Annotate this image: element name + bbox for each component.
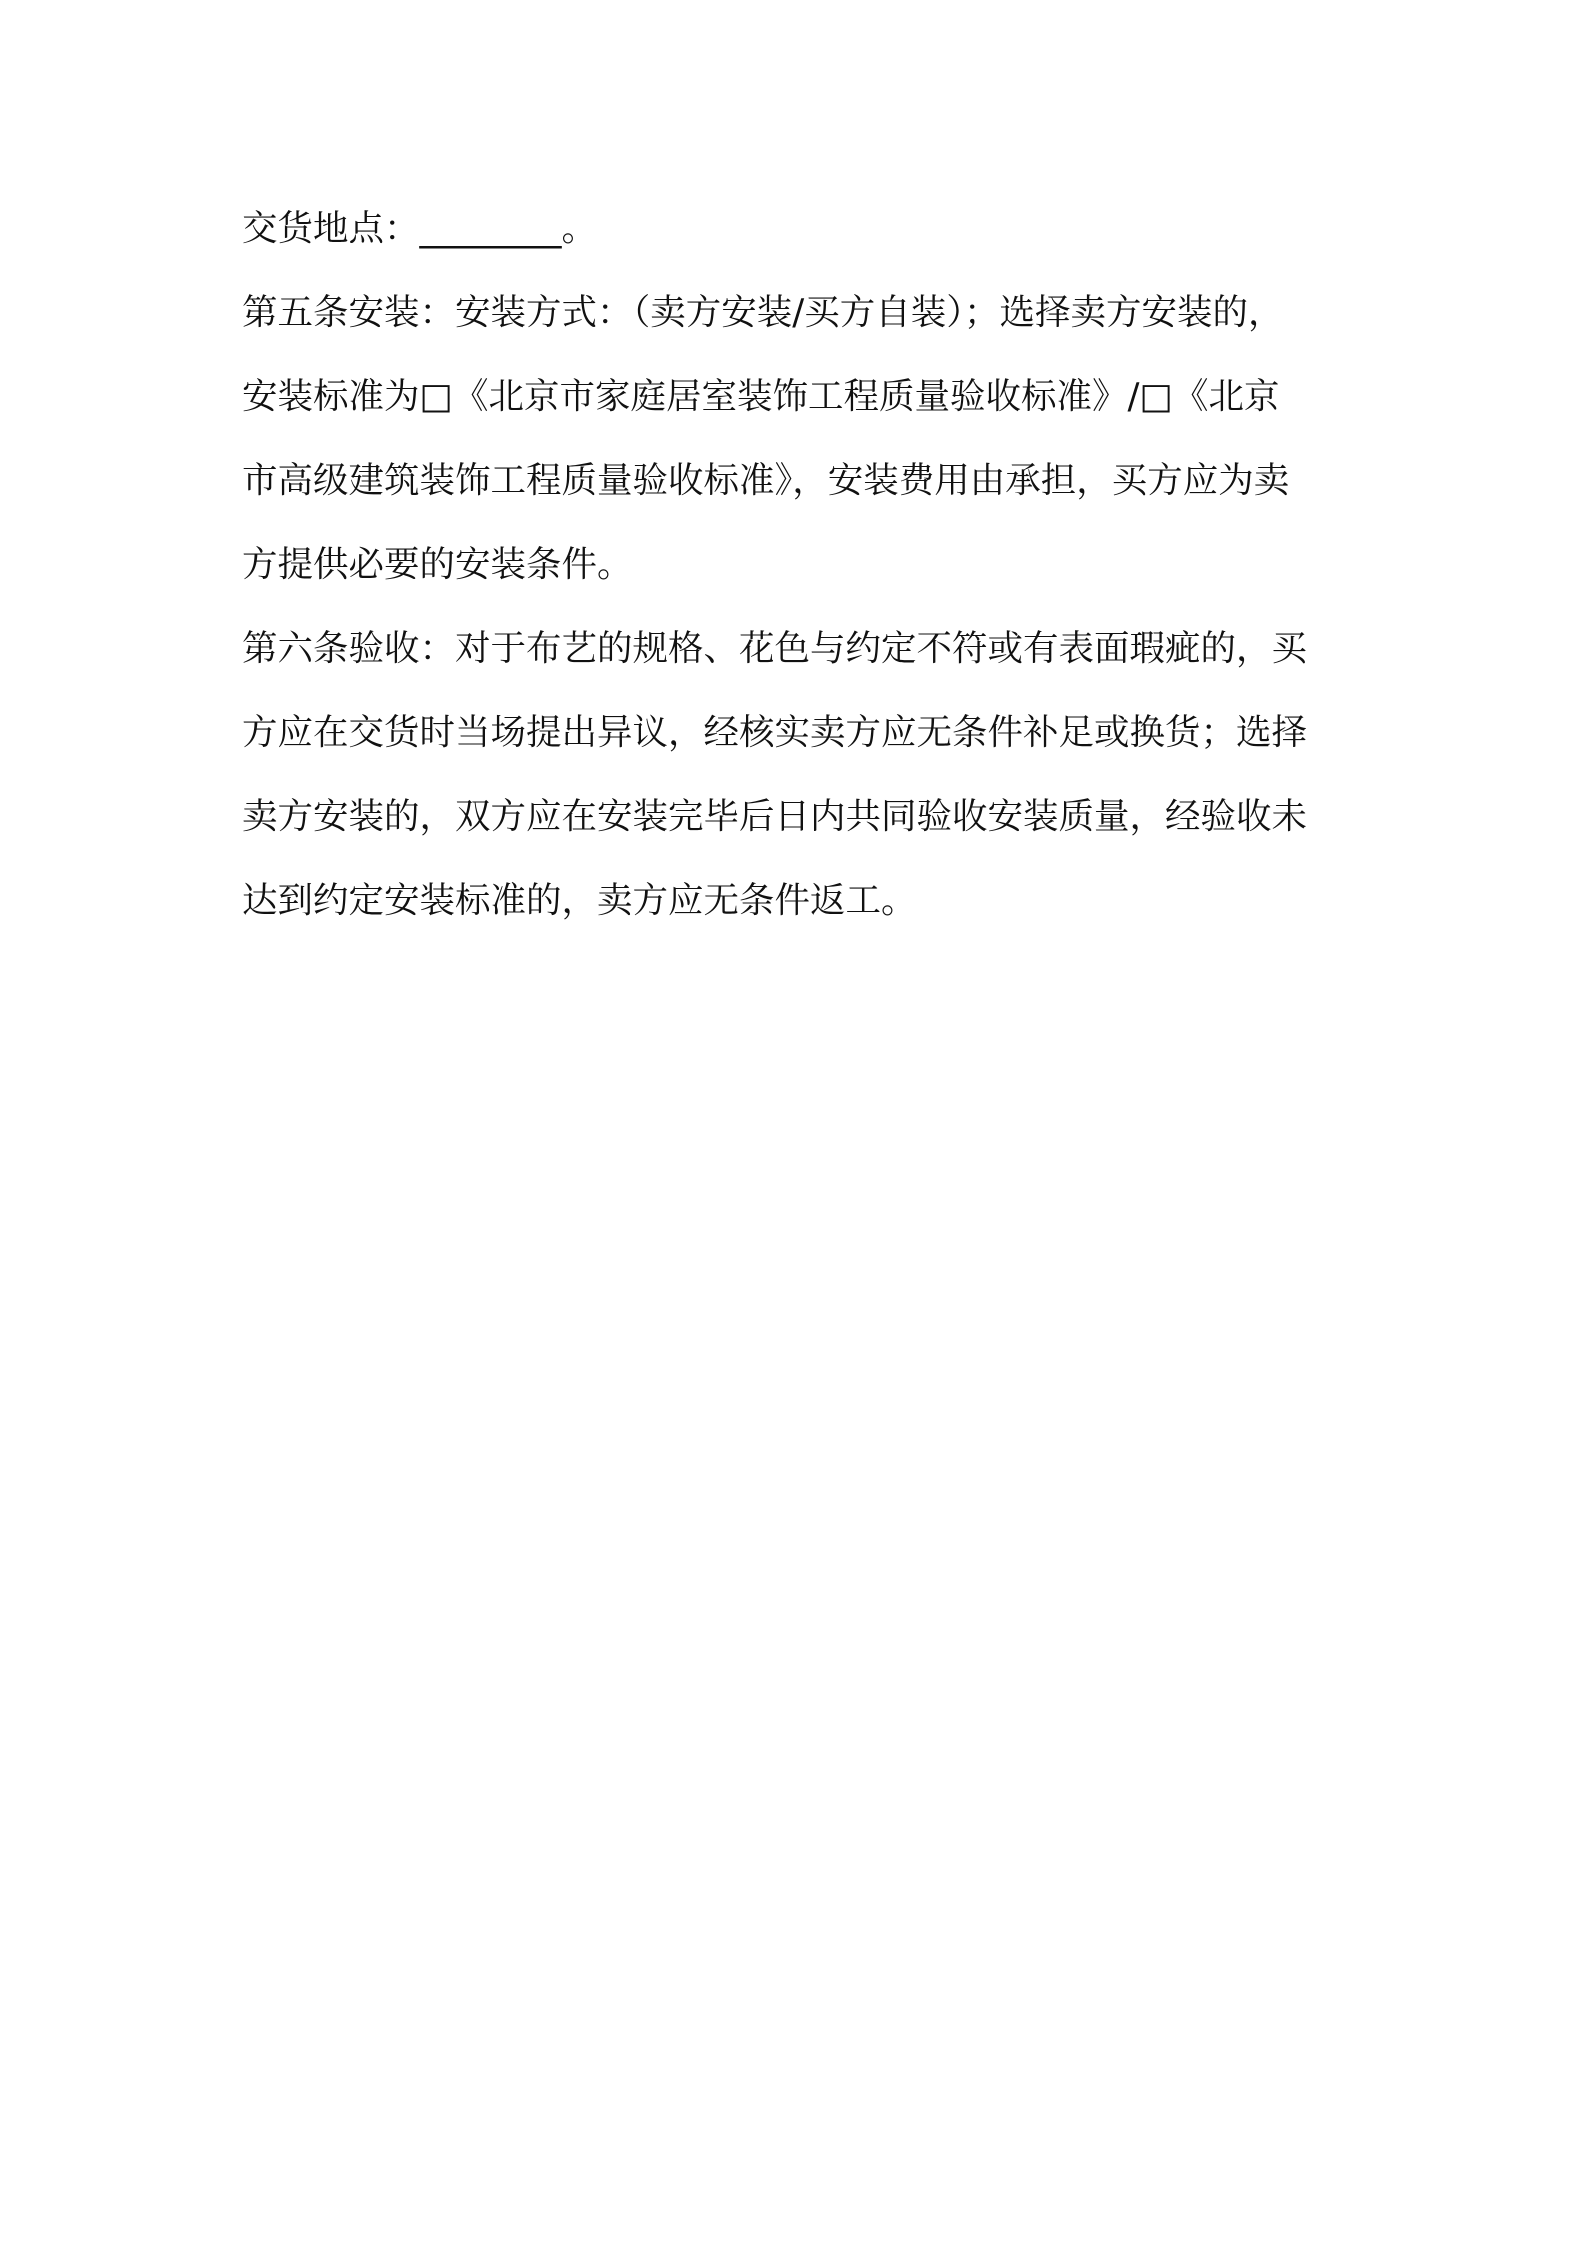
- article-6-line-4: 达到约定安装标准的，卖方应无条件返工。: [242, 880, 917, 921]
- document-body: [242, 187, 1362, 943]
- article-5-line-4: 方提供必要的安装条件。: [242, 544, 633, 585]
- article-5-line-1: 第五条安装：安装方式：（卖方安装/买方自装）；选择卖方安装的，: [242, 292, 1284, 333]
- article-5-line-2: 安装标准为□《北京市家庭居室装饰工程质量验收标准》/□《北京: [242, 376, 1280, 417]
- article-6-line-3: 卖方安装的，双方应在安装完毕后日内共同验收安装质量，经验收未: [242, 796, 1308, 837]
- article-6-line-1: 第六条验收：对于布艺的规格、花色与约定不符或有表面瑕疵的，买: [242, 628, 1308, 669]
- article-5-line-3: 市高级建筑装饰工程质量验收标准》，安装费用由承担，买方应为卖: [242, 460, 1290, 501]
- article-6-line-2: 方应在交货时当场提出异议，经核实卖方应无条件补足或换货；选择: [242, 712, 1308, 753]
- delivery-location-line: 交货地点：________。: [242, 208, 598, 249]
